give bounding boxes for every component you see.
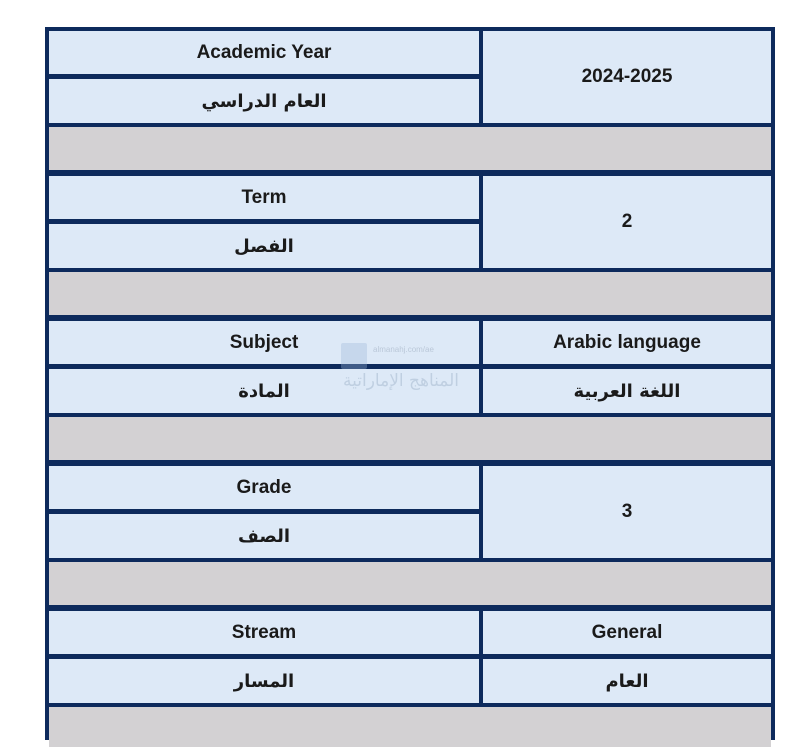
subject-label-ar: المادة <box>49 369 479 413</box>
watermark-url: almanahj.com/ae <box>373 345 434 354</box>
separator-row <box>49 417 771 460</box>
academic-year-label-en: Academic Year <box>49 31 479 74</box>
subject-value-en: Arabic language <box>483 321 771 364</box>
academic-year-value: 2024-2025 <box>483 31 771 123</box>
stream-value-en: General <box>483 611 771 654</box>
separator-row <box>49 562 771 605</box>
term-value: 2 <box>483 176 771 268</box>
subject-value-ar: اللغة العربية <box>483 369 771 413</box>
academic-year-label-ar: العام الدراسي <box>49 79 479 123</box>
term-label-en: Term <box>49 176 479 219</box>
stream-label-ar: المسار <box>49 659 479 703</box>
grade-label-en: Grade <box>49 466 479 509</box>
separator-row <box>49 127 771 170</box>
term-label-ar: الفصل <box>49 224 479 268</box>
watermark-name: المناهج الإماراتية <box>343 371 459 391</box>
separator-row <box>49 707 771 747</box>
stream-label-en: Stream <box>49 611 479 654</box>
subject-label-en: Subject <box>49 321 479 364</box>
grade-label-ar: الصف <box>49 514 479 558</box>
stream-value-ar: العام <box>483 659 771 703</box>
separator-row <box>49 272 771 315</box>
grade-value: 3 <box>483 466 771 558</box>
info-table <box>45 27 775 740</box>
